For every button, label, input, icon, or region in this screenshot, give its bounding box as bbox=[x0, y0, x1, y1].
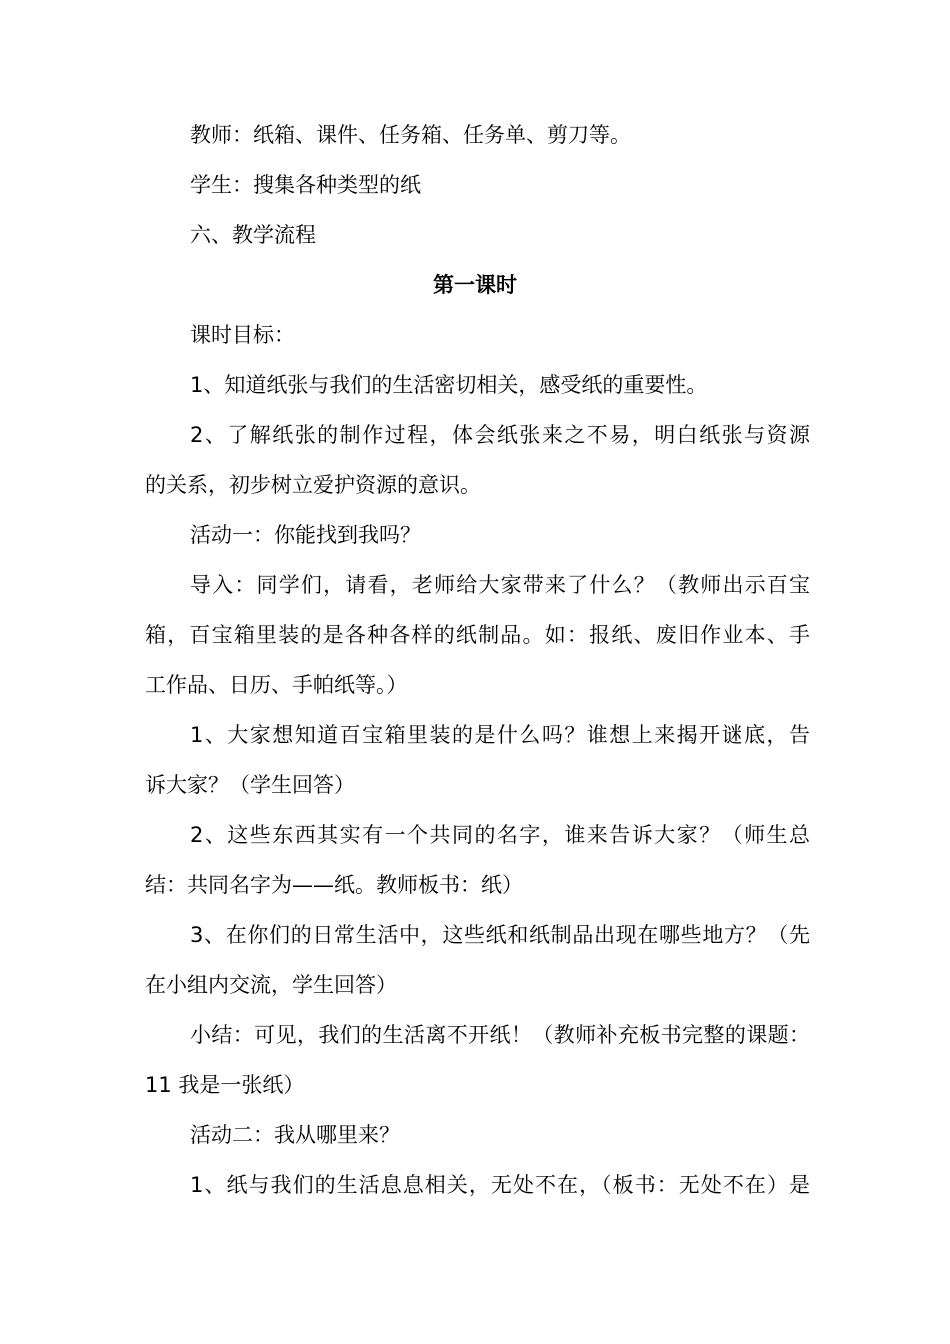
question-1-line-1: 1、大家想知道百宝箱里装的是什么吗？谁想上来揭开谜底，告 bbox=[190, 723, 810, 747]
activity-2-item-1-line: 1、纸与我们的生活息息相关，无处不在，（板书：无处不在）是 bbox=[190, 1173, 810, 1197]
question-2-line-2: 结：共同名字为——纸。教师板书：纸） bbox=[145, 873, 523, 897]
materials-student-line: 学生：搜集各种类型的纸 bbox=[190, 173, 421, 197]
summary-line-2: 11 我是一张纸） bbox=[145, 1073, 305, 1097]
lesson-title: 第一课时 bbox=[433, 273, 517, 297]
goal-2-line-2: 的关系，初步树立爱护资源的意识。 bbox=[145, 473, 481, 497]
question-3-line-2: 在小组内交流，学生回答） bbox=[145, 973, 397, 997]
section-heading-teaching-process: 六、教学流程 bbox=[190, 223, 316, 247]
lesson-goals-label: 课时目标： bbox=[190, 323, 295, 347]
goal-1-line: 1、知道纸张与我们的生活密切相关，感受纸的重要性。 bbox=[190, 373, 708, 397]
goal-2-line-1: 2、了解纸张的制作过程，体会纸张来之不易，明白纸张与资源 bbox=[190, 423, 810, 447]
summary-line-1: 小结：可见，我们的生活离不开纸！（教师补充板书完整的课题： bbox=[190, 1023, 810, 1047]
activity-2-heading: 活动二：我从哪里来？ bbox=[190, 1123, 400, 1147]
activity-1-heading: 活动一：你能找到我吗？ bbox=[190, 523, 421, 547]
materials-teacher-line: 教师：纸箱、课件、任务箱、任务单、剪刀等。 bbox=[190, 123, 631, 147]
intro-line-3: 工作品、日历、手帕纸等。） bbox=[145, 673, 408, 697]
question-1-line-2: 诉大家？（学生回答） bbox=[145, 773, 355, 797]
intro-line-1: 导入：同学们，请看，老师给大家带来了什么？（教师出示百宝 bbox=[190, 573, 810, 597]
question-3-line-1: 3、在你们的日常生活中，这些纸和纸制品出现在哪些地方？（先 bbox=[190, 923, 810, 947]
question-2-line-1: 2、这些东西其实有一个共同的名字，谁来告诉大家？（师生总 bbox=[190, 823, 810, 847]
intro-line-2: 箱，百宝箱里装的是各种各样的纸制品。如：报纸、废旧作业本、手 bbox=[145, 623, 810, 647]
